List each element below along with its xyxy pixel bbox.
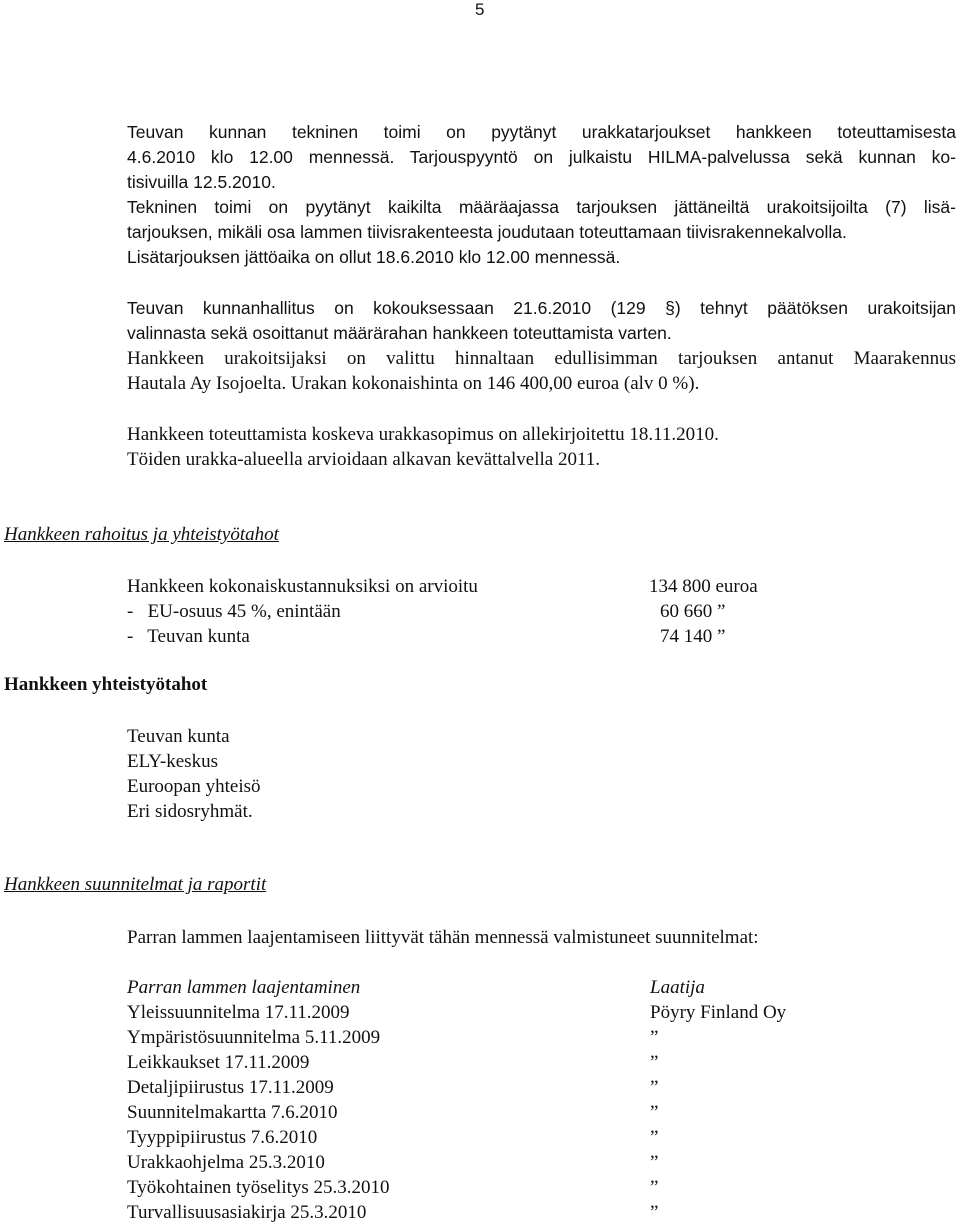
partners-heading: Hankkeen yhteistyötahot — [4, 674, 208, 695]
partner-item: Eri sidosryhmät. — [127, 801, 253, 822]
intro-paragraph-council-decision — [127, 296, 956, 346]
author-column-header: Laatija — [650, 977, 705, 998]
text-line: valinnasta sekä osoittanut määrärahan hankkeen toteuttamista varten. — [127, 323, 672, 343]
text-line: Hankkeen toteuttamista koskeva urakkasopimus on allekirjoitettu 18.11.2010. — [127, 424, 719, 445]
plans-intro: Parran lammen laajentamiseen liittyvät tähän mennessä valmistuneet suunnitelmat: — [127, 927, 759, 948]
funding-amount: 134 800 euroa — [649, 576, 758, 597]
text-line: Lisätarjouksen jättöaika on ollut 18.6.2010 klo 12.00 mennessä. — [127, 247, 621, 267]
plan-document: Suunnitelmakartta 7.6.2010 — [127, 1102, 338, 1123]
funding-label: - Teuvan kunta — [127, 626, 250, 647]
plan-author: ” — [650, 1077, 659, 1098]
text-line: Teuvan kunnanhallitus on kokouksessaan 21.6.2010 (129 §) tehnyt päätöksen urakoitsijan — [127, 298, 956, 318]
intro-paragraph-contract-schedule — [127, 422, 956, 472]
intro-paragraph-tender — [127, 120, 956, 195]
plan-document: Tyyppipiirustus 7.6.2010 — [127, 1127, 318, 1148]
plan-document: Detaljipiirustus 17.11.2009 — [127, 1077, 334, 1098]
text-line: Teuvan kunnan tekninen toimi on pyytänyt urakkatarjoukset hankkeen toteuttamisesta — [127, 122, 956, 142]
plans-heading: Hankkeen suunnitelmat ja raportit — [4, 874, 267, 895]
plan-author: ” — [650, 1052, 659, 1073]
funding-heading: Hankkeen rahoitus ja yhteistyötahot — [4, 524, 279, 545]
funding-amount: 74 140 ” — [660, 626, 726, 647]
text-line: Tekninen toimi on pyytänyt kaikilta määräajassa tarjouksen jättäneiltä urakoitsijoilta (7) lisä- — [127, 197, 956, 217]
page-number: 5 — [475, 0, 485, 19]
text-line: tisivuilla 12.5.2010. — [127, 172, 276, 192]
plan-author: ” — [650, 1177, 659, 1198]
plan-document: Urakkaohjelma 25.3.2010 — [127, 1152, 325, 1173]
text-line: Töiden urakka-alueella arvioidaan alkavan kevättalvella 2011. — [127, 449, 601, 470]
plan-document: Leikkaukset 17.11.2009 — [127, 1052, 310, 1073]
plan-author: ” — [650, 1102, 659, 1123]
plan-document: Yleissuunnitelma 17.11.2009 — [127, 1002, 350, 1023]
plan-document: Työkohtainen työselitys 25.3.2010 — [127, 1177, 390, 1198]
text-line: Hankkeen urakoitsijaksi on valittu hinnaltaan edullisimman tarjouksen antanut Maarakennus — [127, 348, 956, 369]
intro-paragraph-additional-offer — [127, 195, 956, 270]
text-line: Hautala Ay Isojoelta. Urakan kokonaishinta on 146 400,00 euroa (alv 0 %). — [127, 373, 700, 394]
funding-label: Hankkeen kokonaiskustannuksiksi on arvioitu — [127, 576, 478, 597]
funding-label: - EU-osuus 45 %, enintään — [127, 601, 341, 622]
plan-author: ” — [650, 1027, 659, 1048]
funding-amount: 60 660 ” — [660, 601, 726, 622]
plan-author: ” — [650, 1202, 659, 1223]
partner-item: Euroopan yhteisö — [127, 776, 261, 797]
plan-document: Turvallisuusasiakirja 25.3.2010 — [127, 1202, 367, 1223]
plan-author: ” — [650, 1152, 659, 1173]
doc-column-header: Parran lammen laajentaminen — [127, 977, 361, 998]
intro-paragraph-contractor — [127, 346, 956, 396]
plan-document: Ympäristösuunnitelma 5.11.2009 — [127, 1027, 381, 1048]
partner-item: ELY-keskus — [127, 751, 218, 772]
text-line: 4.6.2010 klo 12.00 mennessä. Tarjouspyyntö on julkaistu HILMA-palvelussa sekä kunnan ko- — [127, 147, 956, 167]
plan-author: Pöyry Finland Oy — [650, 1002, 787, 1023]
partner-item: Teuvan kunta — [127, 726, 230, 747]
text-line: tarjouksen, mikäli osa lammen tiivisrakenteesta joudutaan toteuttamaan tiivisrakennekalvolla. — [127, 222, 847, 242]
plan-author: ” — [650, 1127, 659, 1148]
